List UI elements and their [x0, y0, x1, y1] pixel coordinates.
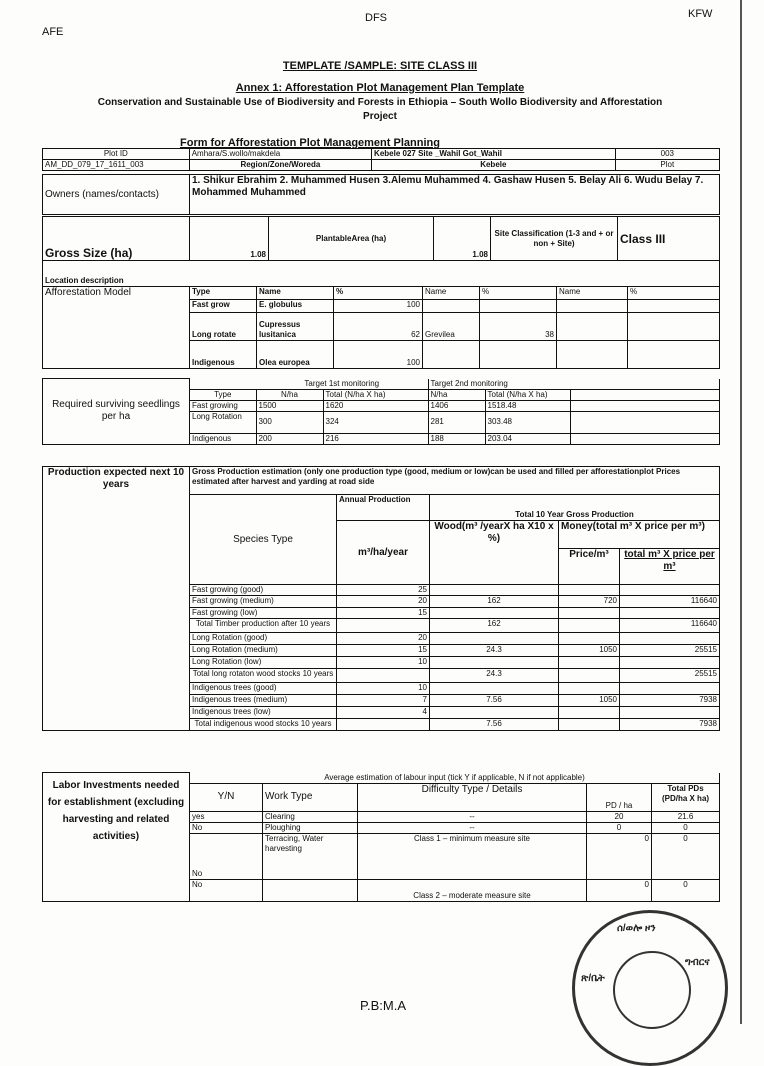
- afforestation-model-label: Afforestation Model: [43, 287, 190, 369]
- labor-row-pd: 0: [587, 879, 652, 901]
- production-total-row-wood: 24.3: [430, 669, 559, 683]
- seedlings-row-total-1: 216: [323, 433, 428, 444]
- production-row-annual: 10: [337, 657, 430, 669]
- production-row-name: Fast growing (medium): [190, 596, 337, 608]
- work-type-header: Work Type: [263, 783, 358, 811]
- production-total-row-annual: [337, 619, 430, 633]
- production-total-row-annual: [337, 719, 430, 731]
- production-row-price: 720: [559, 596, 620, 608]
- production-row-annual: 15: [337, 608, 430, 619]
- production-row-name: Indigenous trees (medium): [190, 695, 337, 707]
- production-row-annual: 20: [337, 596, 430, 608]
- labor-row-difficulty: Class 2 – moderate measure site: [358, 879, 587, 901]
- owners-value: 1. Shikur Ebrahim 2. Muhammed Husen 3.Alemu Muhammed 4. Gashaw Husen 5. Belay Ali 6. Wudu Belay 7. Mohammed Muhammed: [190, 175, 720, 215]
- price-header: Price/m³: [559, 549, 620, 585]
- stamp-emblem: [613, 951, 691, 1029]
- model-row-name-3: [557, 313, 628, 341]
- labor-row-work: [263, 879, 358, 901]
- production-row-wood: 7.56: [430, 695, 559, 707]
- model-row-pct-3: [628, 300, 720, 313]
- production-total-row-price: [559, 619, 620, 633]
- model-row-pct-3: [628, 341, 720, 369]
- model-row-pct-1: 100: [334, 341, 423, 369]
- production-row-annual: 25: [337, 585, 430, 596]
- model-row-name-1: Cupressus lusitanica: [257, 313, 334, 341]
- model-row-name-1: E. globulus: [257, 300, 334, 313]
- production-row-name: Indigenous trees (good): [190, 683, 337, 695]
- plantable-area-value: 1.08: [434, 217, 491, 261]
- model-row-pct-1: 62: [334, 313, 423, 341]
- production-row-wood: [430, 707, 559, 719]
- production-total-row-price: [559, 719, 620, 731]
- labor-label: Labor Investments needed for establishment (excluding harvesting and related activities): [43, 773, 190, 902]
- official-stamp: [572, 910, 728, 1066]
- model-row-name-2: [423, 300, 480, 313]
- footer-text: P.B:M.A: [360, 998, 407, 1013]
- production-row-name: Fast growing (good): [190, 585, 337, 596]
- pd-ha-header: PD / ha: [587, 783, 652, 811]
- region-label: Region/Zone/Woreda: [189, 160, 371, 171]
- production-row-name: Long Rotation (good): [190, 633, 337, 645]
- labor-row-pd: 20: [587, 811, 652, 822]
- seedlings-row-nha-2: 281: [428, 411, 485, 433]
- production-row-wood: [430, 608, 559, 619]
- production-row-money: [620, 608, 720, 619]
- labor-row-work: Ploughing: [263, 822, 358, 833]
- labor-row-work: Clearing: [263, 811, 358, 822]
- production-note: Gross Production estimation (only one production type (good, medium or low)can be used and filled per afforestationplot Prices estimated after harvest and yarding at road side: [190, 467, 720, 495]
- labor-row-pd: 0: [587, 822, 652, 833]
- production-row-money: [620, 657, 720, 669]
- production-row-annual: 15: [337, 645, 430, 657]
- kebele-value: Kebele 027 Site _Wahil Got_Wahil: [372, 149, 616, 160]
- seedlings-header-type: Type: [190, 389, 257, 400]
- production-row-name: Fast growing (low): [190, 608, 337, 619]
- production-row-price: [559, 633, 620, 645]
- target-1st-monitoring: Target 1st monitoring: [304, 378, 380, 388]
- production-row-name: Long Rotation (medium): [190, 645, 337, 657]
- production-row-wood: 162: [430, 596, 559, 608]
- production-row-wood: [430, 585, 559, 596]
- kebele-label: Kebele: [372, 160, 616, 171]
- production-row-price: 1050: [559, 645, 620, 657]
- production-total-row-money: 116640: [620, 619, 720, 633]
- seedlings-row-type: Fast growing: [190, 400, 257, 411]
- production-row-money: [620, 683, 720, 695]
- plot-number: 003: [615, 149, 719, 160]
- species-type-header: Species Type: [190, 495, 337, 585]
- labor-row-difficulty: --: [358, 822, 587, 833]
- seedlings-label: Required surviving seedlings per ha: [43, 379, 190, 445]
- owners-table: [42, 174, 720, 215]
- seedlings-header-total-2: Total (N/ha X ha): [485, 389, 570, 400]
- labor-note: Average estimation of labour input (tick Y if applicable, N if not applicable): [190, 773, 720, 784]
- form-title: Form for Afforestation Plot Management Planning: [180, 137, 440, 149]
- production-row-price: [559, 608, 620, 619]
- production-total-row-annual: [337, 669, 430, 683]
- header-left: AFE: [42, 26, 64, 38]
- production-table: [42, 466, 720, 731]
- production-total-row-wood: 162: [430, 619, 559, 633]
- site-class-value: Class III: [618, 217, 720, 261]
- difficulty-header: Difficulty Type / Details: [358, 783, 587, 811]
- owners-label: Owners (names/contacts): [43, 175, 190, 215]
- model-row-pct-1: 100: [334, 300, 423, 313]
- production-row-money: [620, 707, 720, 719]
- labor-row-pd: 0: [587, 833, 652, 879]
- header-right: KFW: [688, 8, 713, 20]
- seedlings-row-type: Long Rotation: [190, 411, 257, 433]
- model-row-pct-2: [480, 300, 557, 313]
- labor-row-work: Terracing, Water harvesting: [263, 833, 358, 879]
- labor-row-yn: No: [190, 833, 263, 879]
- total-pds-header: Total PDs (PD/ha X ha): [652, 783, 720, 811]
- gross-size-value: 1.08: [190, 217, 269, 261]
- model-row-pct-3: [628, 313, 720, 341]
- model-row-type: Fast grow: [190, 300, 257, 313]
- production-row-money: [620, 585, 720, 596]
- production-row-price: 1050: [559, 695, 620, 707]
- labor-row-yn: No: [190, 879, 263, 901]
- total-10yr-header: Total 10 Year Gross Production: [430, 495, 720, 521]
- labor-table: [42, 772, 720, 902]
- seedlings-header-nha-1: N/ha: [256, 389, 323, 400]
- seedlings-row-total-1: 1620: [323, 400, 428, 411]
- production-row-annual: 4: [337, 707, 430, 719]
- labor-row-yn: No: [190, 822, 263, 833]
- model-header-pct-1: %: [334, 287, 423, 300]
- size-table: [42, 216, 720, 261]
- model-row-name-2: Grevilea: [423, 313, 480, 341]
- yn-header: Y/N: [190, 783, 263, 811]
- production-row-wood: [430, 683, 559, 695]
- money-header: Money(total m³ X price per m³): [559, 521, 720, 549]
- production-total-row-money: 7938: [620, 719, 720, 731]
- model-row-type: Long rotate: [190, 313, 257, 341]
- stamp-text-top: ሰ/ወሎ ዞን: [617, 923, 656, 934]
- labor-row-difficulty: --: [358, 811, 587, 822]
- production-total-row-price: [559, 669, 620, 683]
- annual-production-header: Annual Production: [337, 495, 430, 521]
- seedlings-row-type: Indigenous: [190, 433, 257, 444]
- page-margin-line: [740, 0, 742, 1024]
- seedlings-row-nha-1: 200: [256, 433, 323, 444]
- labor-row-total: 0: [652, 879, 720, 901]
- header-center: DFS: [365, 12, 387, 24]
- labor-row-difficulty: Class 1 – minimum measure site: [358, 833, 587, 879]
- seedlings-row-total-2: 303.48: [485, 411, 570, 433]
- model-row-type: Indigenous: [190, 341, 257, 369]
- stamp-text-left: ጽ/ቤት: [581, 973, 605, 984]
- model-row-pct-2: 38: [480, 313, 557, 341]
- seedlings-row-nha-2: 188: [428, 433, 485, 444]
- production-row-price: [559, 657, 620, 669]
- site-class-label: Site Classification (1-3 and + or non + Site): [491, 217, 618, 261]
- production-label: Production expected next 10 years: [43, 467, 190, 731]
- production-total-row-money: 25515: [620, 669, 720, 683]
- model-header-type: Type: [190, 287, 257, 300]
- seedlings-row-total-2: 203.04: [485, 433, 570, 444]
- plantable-area-label: PlantableArea (ha): [269, 217, 434, 261]
- labor-row-yn: yes: [190, 811, 263, 822]
- labor-row-total: 0: [652, 822, 720, 833]
- production-total-row-name: Total Timber production after 10 years: [190, 619, 337, 633]
- production-row-name: Indigenous trees (low): [190, 707, 337, 719]
- seedlings-row-nha-1: 300: [256, 411, 323, 433]
- wood-header: Wood(m³ /yearX ha X10 x %): [430, 521, 559, 585]
- production-row-annual: 10: [337, 683, 430, 695]
- project-title: Conservation and Sustainable Use of Biodiversity and Forests in Ethiopia – South Wollo Biodiversity and Afforestation Project: [97, 97, 663, 122]
- plot-id-label: Plot ID: [43, 149, 190, 160]
- plot-id-value: AM_DD_079_17_1611_003: [43, 160, 190, 171]
- seedlings-row-nha-2: 1406: [428, 400, 485, 411]
- production-row-name: Long Rotation (low): [190, 657, 337, 669]
- production-row-annual: 7: [337, 695, 430, 707]
- model-row-pct-2: [480, 341, 557, 369]
- model-header-name-1: Name: [257, 287, 334, 300]
- production-row-money: [620, 633, 720, 645]
- model-header-pct-2: %: [480, 287, 557, 300]
- annex-title: Annex 1: Afforestation Plot Management Plan Template: [235, 82, 525, 94]
- model-header-pct-3: %: [628, 287, 720, 300]
- seedlings-row-total-1: 324: [323, 411, 428, 433]
- production-row-money: 116640: [620, 596, 720, 608]
- seedlings-table: [42, 378, 720, 445]
- location-label: Location description: [43, 261, 720, 287]
- location-table: [42, 260, 720, 287]
- production-row-money: 7938: [620, 695, 720, 707]
- afforestation-model-table: [42, 286, 720, 369]
- annual-unit-header: m³/ha/year: [337, 521, 430, 585]
- production-row-wood: [430, 657, 559, 669]
- template-title: TEMPLATE /SAMPLE: SITE CLASS III: [282, 60, 478, 72]
- production-row-price: [559, 585, 620, 596]
- labor-row-total: 21.6: [652, 811, 720, 822]
- model-row-name-2: [423, 341, 480, 369]
- labor-row-total: 0: [652, 833, 720, 879]
- region-value: Amhara/S.wollo/makdela: [189, 149, 371, 160]
- seedlings-header-nha-2: N/ha: [428, 389, 485, 400]
- stamp-text-right: ግብርና: [685, 957, 710, 968]
- target-2nd-monitoring: Target 2nd monitoring: [428, 379, 570, 390]
- seedlings-row-total-2: 1518.48: [485, 400, 570, 411]
- seedlings-header-total-1: Total (N/ha X ha): [323, 389, 428, 400]
- production-row-price: [559, 683, 620, 695]
- model-header-name-2: Name: [423, 287, 480, 300]
- model-row-name-3: [557, 300, 628, 313]
- plot-info-table: [42, 148, 720, 171]
- gross-size-label: Gross Size (ha): [43, 217, 190, 261]
- production-total-row-name: Total long rotaton wood stocks 10 years: [190, 669, 337, 683]
- production-row-annual: 20: [337, 633, 430, 645]
- production-row-wood: 24.3: [430, 645, 559, 657]
- total-m3-price-header: total m³ X price per m³: [620, 549, 720, 585]
- model-row-name-1: Olea europea: [257, 341, 334, 369]
- plot-label: Plot: [615, 160, 719, 171]
- production-total-row-wood: 7.56: [430, 719, 559, 731]
- model-header-name-3: Name: [557, 287, 628, 300]
- seedlings-row-nha-1: 1500: [256, 400, 323, 411]
- model-row-name-3: [557, 341, 628, 369]
- production-row-money: 25515: [620, 645, 720, 657]
- production-row-price: [559, 707, 620, 719]
- production-row-wood: [430, 633, 559, 645]
- production-total-row-name: Total indigenous wood stocks 10 years: [190, 719, 337, 731]
